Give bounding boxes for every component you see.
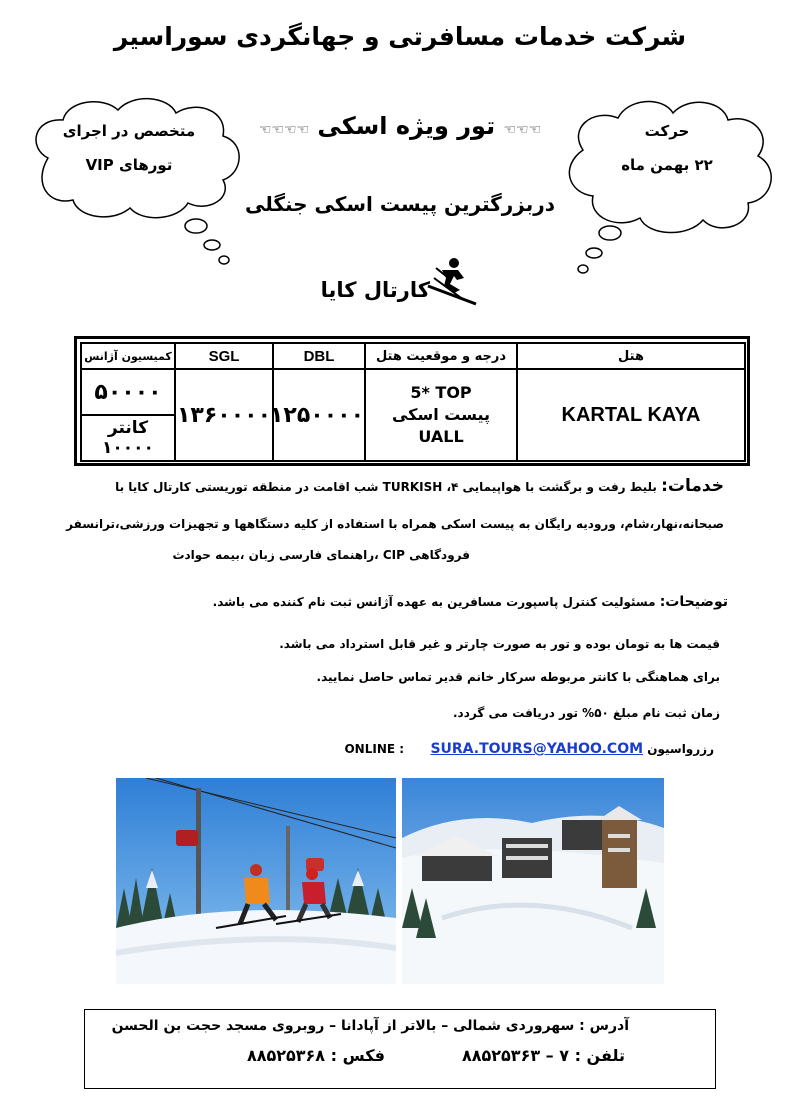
cloud-right-line2: ۲۲ بهمن ماه xyxy=(621,156,713,174)
grade-line3: UALL xyxy=(418,427,464,446)
col-header-hotel: هتل xyxy=(517,343,745,369)
col-header-dbl: DBL xyxy=(273,343,365,369)
notes-line1-row xyxy=(213,594,728,610)
services-line1-row xyxy=(115,476,724,496)
reservation-email-link[interactable]: SURA.TOURS@YAHOO.COM xyxy=(430,741,644,757)
page-title: شرکت خدمات مسافرتی و جهانگردی سوراسیر xyxy=(113,22,687,51)
footer-fax: فکس : ۸۸۵۲۵۳۶۸ xyxy=(246,1046,385,1065)
cell-hotel: KARTAL KAYA xyxy=(517,369,745,461)
services-line3: فرودگاهی CIP ،راهنمای فارسی زبان ،بیمه حوادث xyxy=(172,548,470,562)
reservation-label: رزرواسیون ONLINE : xyxy=(344,742,714,756)
tour-title-row xyxy=(250,112,550,140)
notes-line3: برای هماهنگی با کانتر مربوطه سرکار خانم قدیر تماس حاصل نمایید. xyxy=(316,670,720,684)
services-label: خدمات: xyxy=(661,476,724,496)
pointing-hands-icon: ☜☜☜☜ xyxy=(258,122,310,138)
col-header-sgl: SGL xyxy=(175,343,273,369)
col-header-commission: کمیسیون آژانس xyxy=(81,343,175,369)
grade-line1: 5* TOP xyxy=(410,383,472,402)
services-line1: بلیط رفت و برگشت با هواپیمایی TURKISH ،۴ شب اقامت در منطقه توریستی کارتال کایا با xyxy=(115,480,657,494)
notes-line4: زمان ثبت نام مبلغ ۵۰% تور دریافت می گردد. xyxy=(453,706,720,720)
reservation-row xyxy=(344,741,714,757)
cell-dbl: ۱۲۵۰۰۰۰ xyxy=(273,369,365,461)
cell-grade xyxy=(365,369,517,461)
tour-subtitle: دربزرگترین پیست اسکی جنگلی xyxy=(244,192,556,216)
cell-sgl: ۱۳۶۰۰۰۰ xyxy=(175,369,273,461)
cloud-left-line2: تورهای VIP xyxy=(85,156,173,174)
notes-label: توضیحات: xyxy=(659,594,728,610)
cloud-right-line1: حرکت xyxy=(644,122,690,140)
cell-commission-counter: کانتر ۱۰۰۰۰ xyxy=(81,415,175,461)
resort-name: کارتال کایا xyxy=(320,278,430,302)
photo-skiers xyxy=(116,778,396,984)
price-table-frame xyxy=(74,336,750,466)
footer-address: آدرس : سهروردی شمالی – بالاتر از آپادانا – روبروی مسجد حجت بن الحسن xyxy=(111,1018,629,1034)
col-header-grade: درجه و موقعیت هتل xyxy=(365,343,517,369)
footer-phone: تلفن : ۷ – ۸۸۵۲۵۳۶۳ xyxy=(461,1046,625,1065)
pointing-hands-icon: ☜☜☜ xyxy=(503,122,542,138)
footer-contact-box xyxy=(84,1009,716,1089)
cell-commission-agency: ۵۰۰۰۰ xyxy=(81,369,175,415)
price-table xyxy=(80,342,746,462)
notes-line1: مسئولیت کنترل پاسپورت مسافرین به عهده آژانس ثبت نام کننده می باشد. xyxy=(212,595,656,609)
services-line2: صبحانه،نهار،شام، ورودیه رایگان به پیست اسکی همراه با استفاده از کلیه دستگاهها و تجهیزات ورزشی،ترانسفر xyxy=(66,517,724,531)
grade-line2: پیست اسکی xyxy=(391,405,491,424)
cloud-left-line1: متخصص در اجرای xyxy=(62,122,196,140)
skier-icon xyxy=(424,256,480,306)
notes-line2: قیمت ها به تومان بوده و تور به صورت چارتر و غیر قابل استرداد می باشد. xyxy=(279,637,720,651)
tour-title: تور ویژه اسکی xyxy=(317,112,496,140)
photo-resort xyxy=(402,778,664,984)
